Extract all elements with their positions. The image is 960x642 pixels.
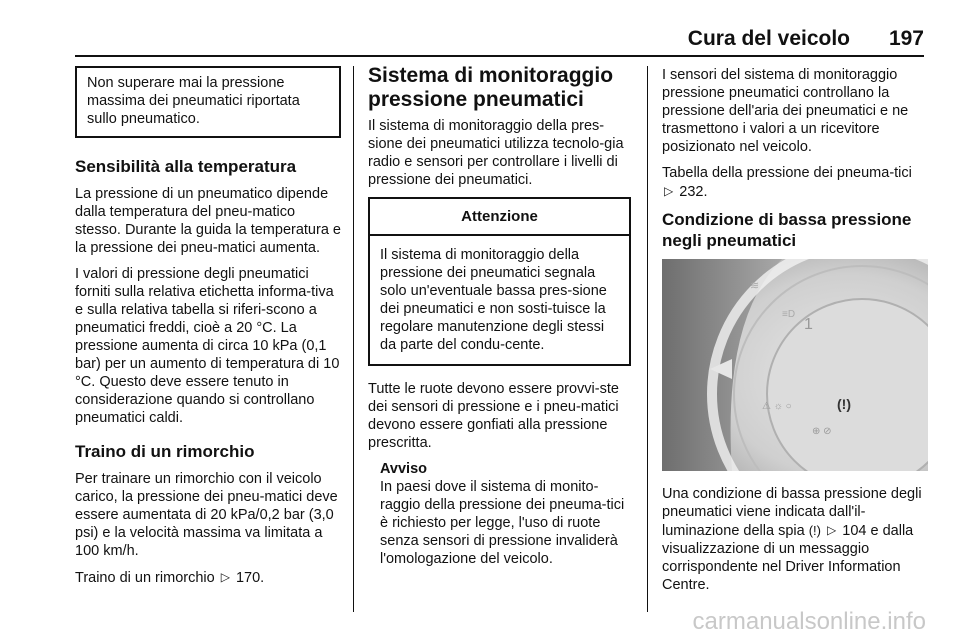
pressure-table-text: Tabella della pressione dei pneuma-tici [662,165,912,181]
warning-title: Attenzione [370,199,629,236]
temperature-heading: Sensibilità alla temperatura [75,157,297,176]
towing-ref-text: Traino di un rimorchio [75,570,215,586]
warning-box [368,197,631,366]
towing-paragraph-2 [75,568,341,587]
low-pressure-ref-page[interactable]: 104 e [842,523,879,539]
low-pressure-paragraph [662,485,928,594]
arrow-reference-icon[interactable]: ▷ [220,570,230,584]
svg-text:≡D: ≡D [782,309,796,320]
towing-ref-page[interactable]: 170. [235,570,265,586]
column-divider-2 [647,66,648,612]
pressure-table-page[interactable]: 232. [679,184,708,200]
temperature-paragraph-1: La pressione di un pneumatico dipende dalla temperatura del pneu-matico stesso. Durante la guida la temperatura e la pressione dei pneu-matici aumenta. [75,186,341,256]
instrument-cluster-image [662,259,928,471]
watermark: carmanualsonline.info [692,608,926,635]
svg-text:⊕ ⊘: ⊕ ⊘ [812,426,832,437]
low-pressure-heading: Condizione di bassa pressione negli pneumatici [662,210,912,250]
tpms-title: Sistema di monitoraggio pressione pneumatici [368,64,614,111]
svg-text:≋: ≋ [750,280,760,292]
pressure-table-paragraph [662,164,928,201]
svg-text:1: 1 [804,316,813,333]
arrow-reference-icon[interactable]: ▷ [664,184,674,198]
header-divider [75,55,924,57]
section-title: Cura del veicolo [687,27,850,50]
notice-body: In paesi dove il sistema di monito-raggio della pressione dei pneuma-tici è richiesto per legge, l'uso di ruote senza sensori di pressione invaliderà l'omologazione del veicolo. [380,479,625,567]
svg-text:(!): (!) [837,396,851,412]
column-3 [662,66,928,602]
notice-block [380,460,631,568]
pressure-limit-note: Non superare mai la pressione massima dei pneumatici riportata sullo pneumatico. [75,66,341,138]
notice-title: Avviso [380,461,428,477]
temperature-paragraph-2: I valori di pressione degli pneumatici forniti sulla relativa etichetta informa-tiva e sulla relativa tabella si riferi-scono a pneumatici freddi, cioè a 20 °C. La pressione aumenta di circa 10 kPa (0,1 bar) per un aumento di temperatura di 10 °C. Questo deve essere tenuto in considerazione quando si controllano pneumatici caldi. [75,266,340,426]
towing-heading: Traino di un rimorchio [75,442,255,461]
page-header [0,0,960,56]
column-1 [75,66,341,595]
low-pressure-text-a: Una condizione di bassa pressione degli pneumatici viene indicata dall'il-luminazione della spia [662,486,922,539]
arrow-reference-icon[interactable]: ▷ [827,523,837,537]
svg-text:⚠ ☼ ○: ⚠ ☼ ○ [762,401,792,412]
tpms-intro: Il sistema di monitoraggio della pres-sione dei pneumatici utilizza tecnolo-gia radio e sensori per controllare i livelli di pressione dei pneumatici. [368,118,624,188]
sensor-paragraph: I sensori del sistema di monitoraggio pressione pneumatici controllano la pressione dell'aria dei pneumatici e ne trasmettono i valori a un ricevitore posizionato nel veicolo. [662,67,909,155]
column-divider-1 [353,66,354,612]
towing-paragraph-1: Per trainare un rimorchio con il veicolo carico, la pressione dei pneu-matici deve essere aumentata di 20 kPa/0,2 bar (3,0 psi) e la velocità massima va limitata a 100 km/h. [75,471,338,559]
column-2 [368,66,631,576]
low-pressure-text-b: dalla visualizzazione di un messaggio corrispondente nel Driver Information Centre. [662,523,914,593]
warning-body: Il sistema di monitoraggio della pressione dei pneumatici segnala solo un'eventuale bassa pres-sione dei pneumatici e non sosti-tuisce la regolare manutenzione degli stessi da parte del condu-cente. [380,247,607,353]
page-number: 197 [888,27,924,50]
sensor-requirement-paragraph: Tutte le ruote devono essere provvi-ste dei sensori di pressione e i pneu-matici devono essere gonfiati alla pressione prescritta. [368,381,619,451]
tire-pressure-warning-icon: (!) [808,523,821,538]
